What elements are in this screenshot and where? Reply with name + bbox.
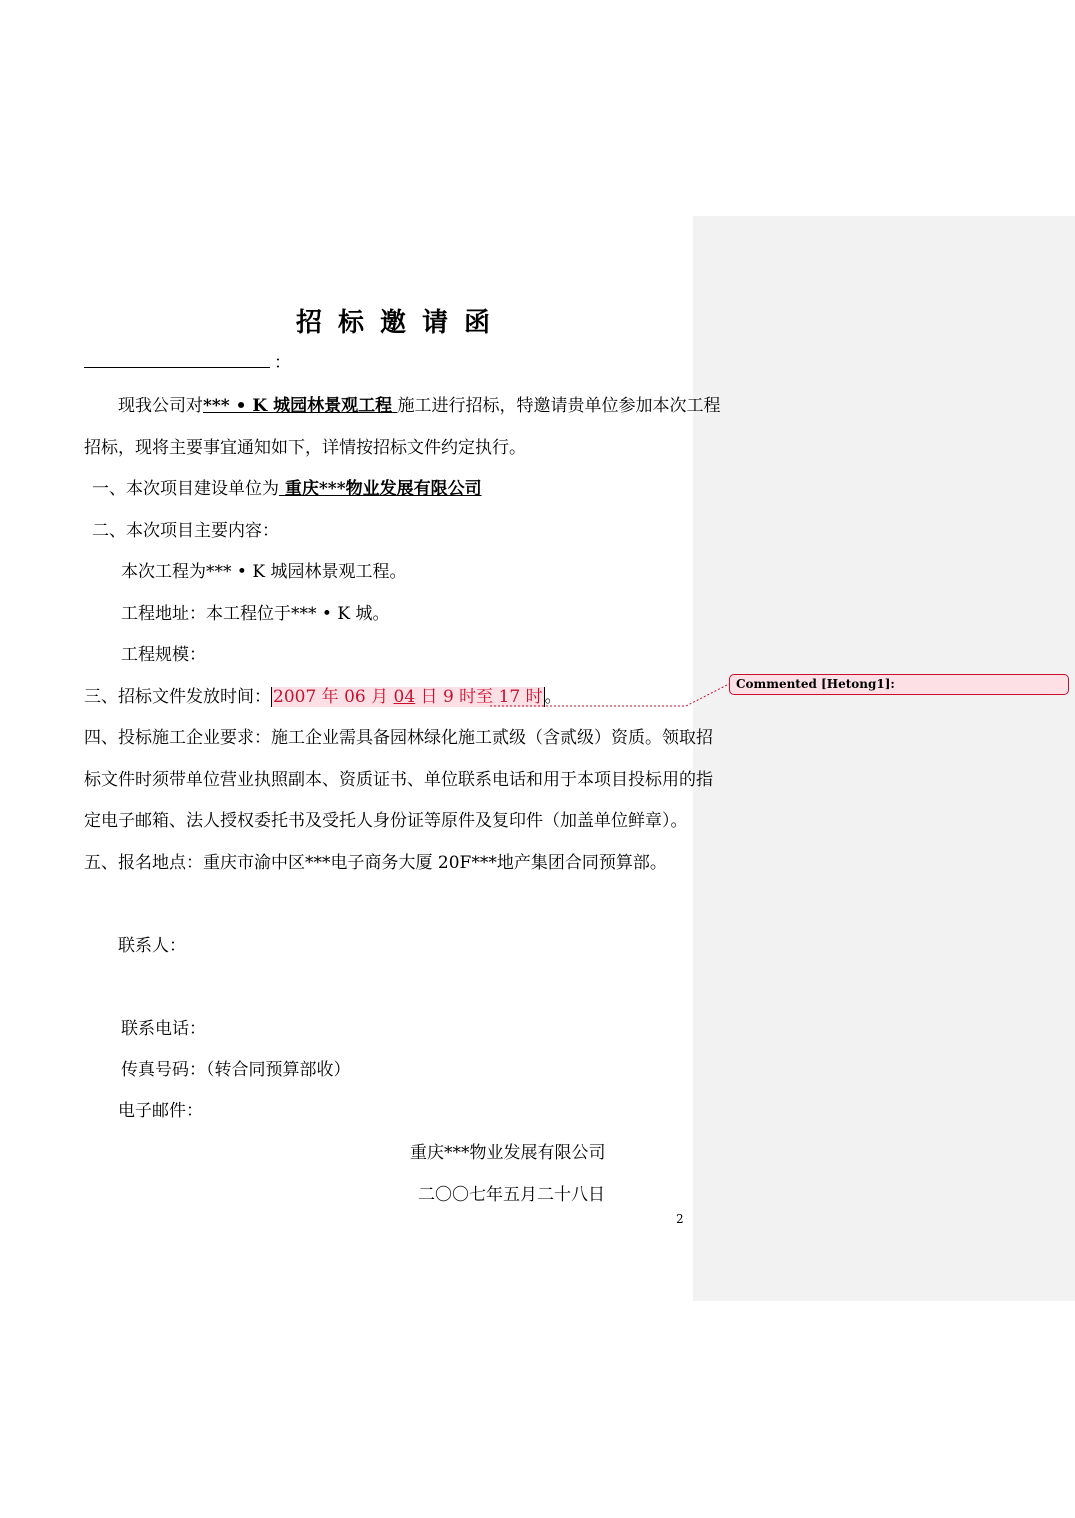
contact-phone: 联系电话： [121,1019,206,1039]
section-4-line-2: 标文件时须带单位营业执照副本、资质证书、单位联系电话和用于本项目投标用的指 [84,770,713,790]
signature-company: 重庆***物业发展有限公司 [410,1143,606,1163]
section-2-item-3: 工程规模： [121,645,206,665]
document-title: 招标邀请函 [296,308,507,338]
section-5: 五、报名地点：重庆市渝中区***电子商务大厦 20F***地产集团合同预算部。 [84,853,667,873]
contact-email: 电子邮件： [118,1101,203,1121]
intro-line-2: 招标，现将主要事宜通知如下，详情按招标文件约定执行。 [84,438,526,458]
section-2-label: 二、本次项目主要内容： [92,521,279,541]
section-2-item-1: 本次工程为*** • K 城园林景观工程。 [121,562,407,582]
page-number: 2 [676,1212,684,1226]
contact-person: 联系人： [118,936,186,956]
contact-fax: 传真号码：（转合同预算部收） [121,1060,351,1080]
section-4-line-3: 定电子邮箱、法人授权委托书及受托人身份证等原件及复印件（加盖单位鲜章）。 [84,811,688,831]
salutation-colon: ： [274,353,291,373]
section-3-label: 三、招标文件发放时间： [84,687,271,707]
section-2-item-2: 工程地址：本工程位于*** • K 城。 [121,604,390,624]
comment-balloon[interactable] [729,674,1069,695]
section-4-line-1: 四、投标施工企业要求：施工企业需具备园林绿化施工贰级（含贰级）资质。领取招 [84,728,713,748]
time-day: 04 [393,687,416,707]
project-name: *** • K 城园林景观工程 [203,396,393,416]
builder-company: 重庆***物业发展有限公司 [284,479,482,499]
section-1-label: 一、本次项目建设单位为 [92,479,279,499]
salutation-line [84,352,291,374]
tracked-change-time[interactable] [271,687,545,707]
intro-line-1 [118,395,720,417]
section-1 [92,478,482,500]
time-part-2: 日 9 时至 17 时 [415,687,543,707]
comment-pane [693,216,1075,1301]
recipient-blank [84,353,270,368]
signature-date: 二〇〇七年五月二十八日 [418,1185,605,1205]
intro-text-1: 现我公司对 [118,396,203,416]
section-3-end: 。 [544,687,562,707]
time-part-1: 2007 年 06 月 [273,687,394,707]
intro-text-2: 施工进行招标，特邀请贵单位参加本次工程 [397,396,721,416]
comment-label: Commented [Hetong1]: [736,677,895,691]
section-3 [84,686,562,708]
